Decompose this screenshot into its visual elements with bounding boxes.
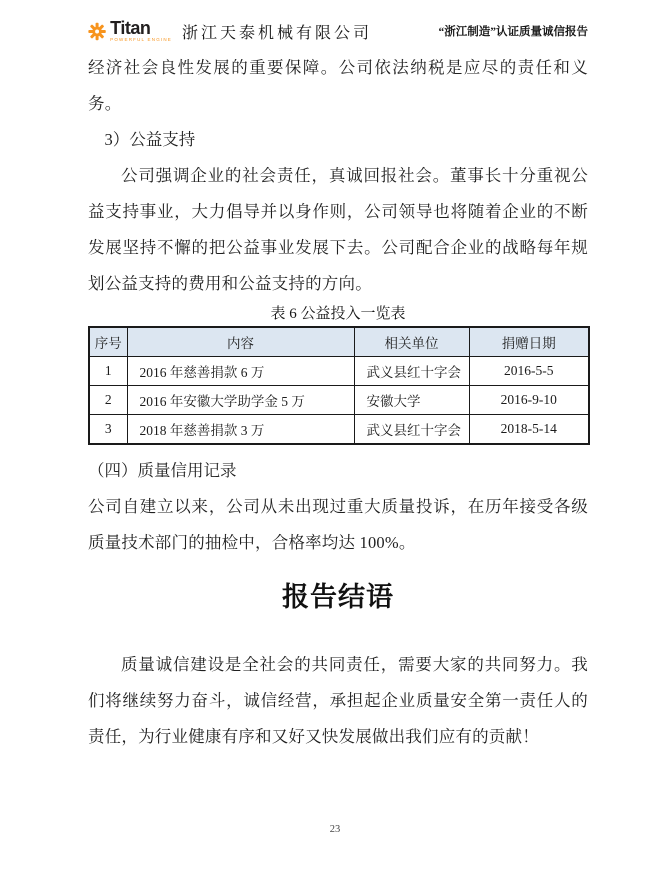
table-cell: 武义县红十字会 [354, 357, 469, 386]
table-cell: 2016 年慈善捐款 6 万 [127, 357, 354, 386]
conclusion-title: 报告结语 [282, 582, 394, 612]
table-caption: 表 6 公益投入一览表 [270, 306, 406, 322]
paragraph-conclusion: 质量诚信建设是全社会的共同责任，需要大家的共同努力。我们将继续努力奋斗，诚信经营，承担起企业质量安全第一责任人的责任，为行业健康有序和又好又快发展做出我们应有的贡献！ [88, 655, 588, 746]
company-logo [88, 18, 172, 45]
page-header [88, 14, 588, 48]
table-cell: 2016 年安徽大学助学金 5 万 [127, 386, 354, 415]
header-report-title: “浙江制造”认证质量诚信报告 [438, 26, 588, 38]
logo-text [110, 19, 172, 43]
table-header-date: 捐赠日期 [469, 327, 589, 357]
table-row [89, 386, 589, 415]
table-row [89, 357, 589, 386]
table-header-row [89, 327, 589, 357]
table-header-index: 序号 [89, 327, 127, 357]
gear-icon [88, 18, 106, 45]
table-cell: 2016-5-5 [469, 357, 589, 386]
table-cell: 2 [89, 386, 127, 415]
paragraph-tax: 经济社会良性发展的重要保障。公司依法纳税是应尽的责任和义务。 [88, 58, 588, 113]
table-cell: 2018 年慈善捐款 3 万 [127, 415, 354, 445]
table-cell: 2016-9-10 [469, 386, 589, 415]
logo-tagline: POWERFUL ENGINE [110, 37, 172, 43]
table-header-unit: 相关单位 [354, 327, 469, 357]
logo-brand: Titan [110, 18, 151, 39]
table-header-content: 内容 [127, 327, 354, 357]
welfare-donation-table [88, 326, 590, 445]
page-content [88, 0, 588, 755]
table-cell: 1 [89, 357, 127, 386]
paragraph-welfare: 公司强调企业的社会责任，真诚回报社会。董事长十分重视公益支持事业，大力倡导并以身作则，公司领导也将随着企业的不断发展坚持不懈的把公益事业发展下去。公司配合企业的战略每年规划公益支持的费用和公益支持的方向。 [88, 166, 588, 293]
table-cell: 2018-5-14 [469, 415, 589, 445]
table-cell: 武义县红十字会 [354, 415, 469, 445]
page-number: 23 [329, 824, 341, 835]
paragraph-quality: 公司自建立以来，公司从未出现过重大质量投诉，在历年接受各级质量技术部门的抽检中，合格率均达 100%。 [88, 497, 588, 552]
header-company-name: 浙江天泰机械有限公司 [181, 24, 372, 42]
heading-quality-record: （四）质量信用记录 [88, 461, 237, 480]
table-cell: 安徽大学 [354, 386, 469, 415]
heading-welfare-support: 3）公益支持 [104, 130, 196, 149]
table-cell: 3 [89, 415, 127, 445]
table-row [89, 415, 589, 445]
